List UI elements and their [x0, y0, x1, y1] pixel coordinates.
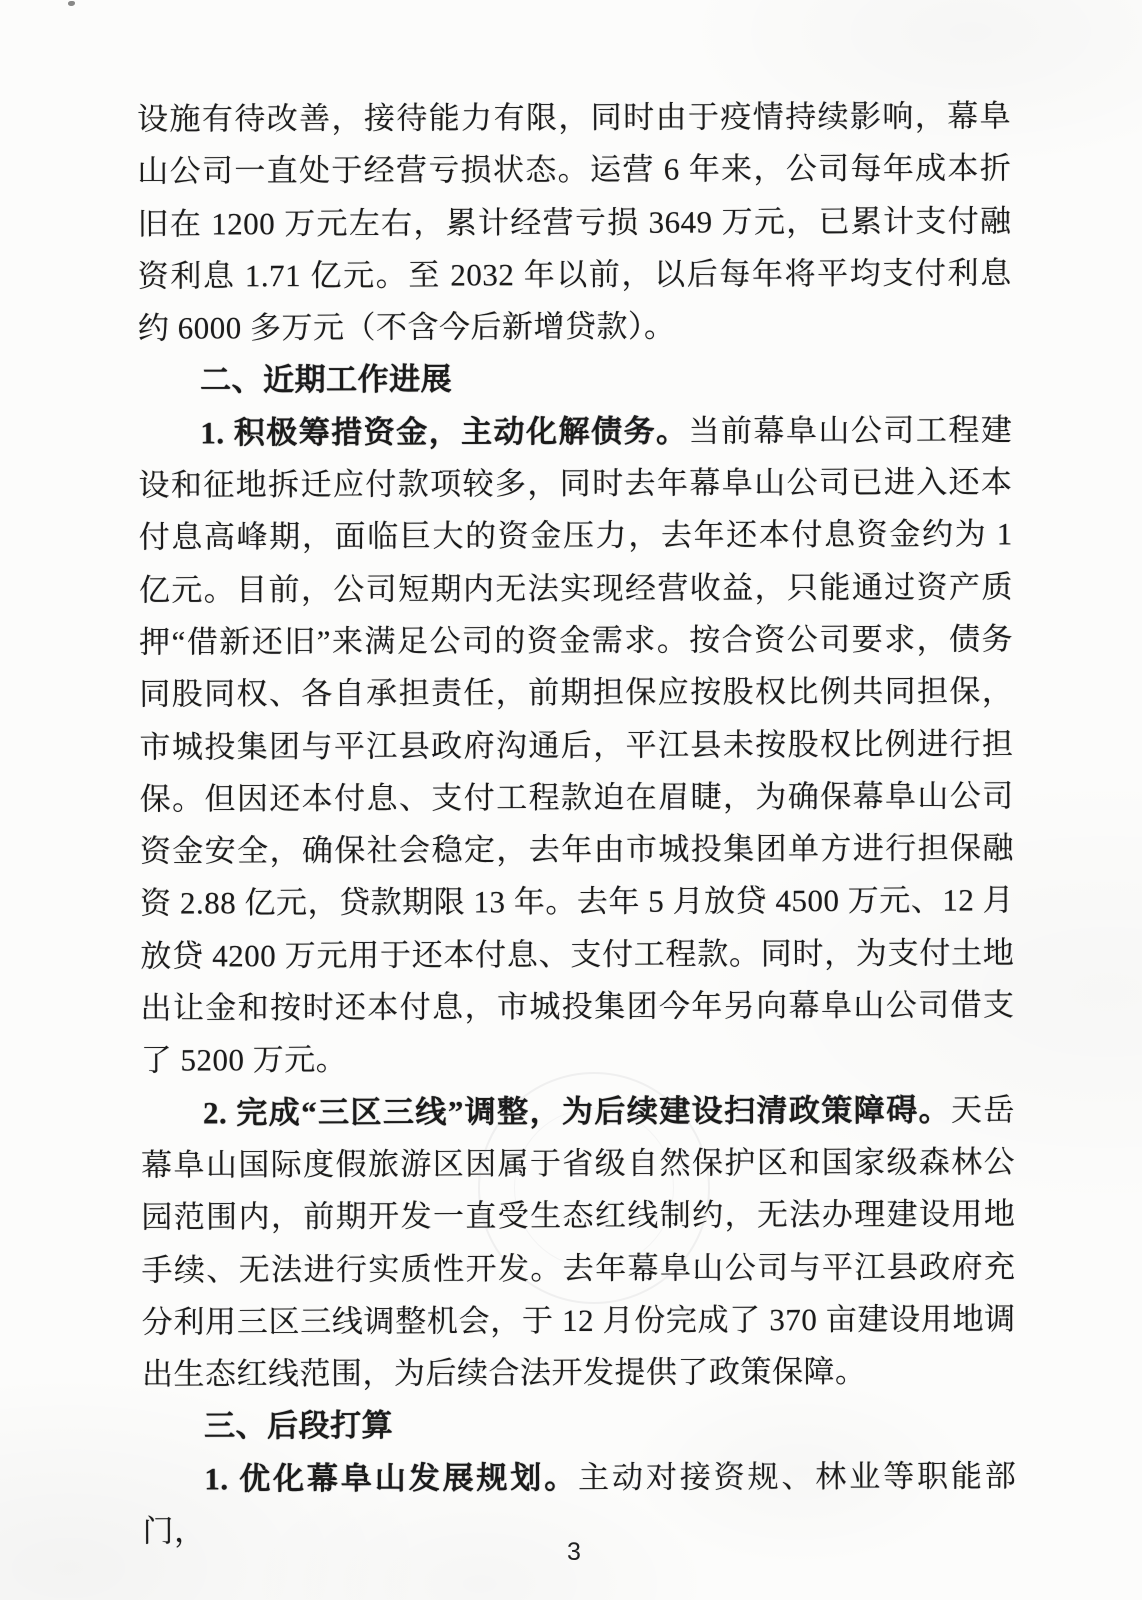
- heading-recent-progress: [138, 352, 1012, 408]
- paragraph-text: 主动对接资规、林业等职能部门，: [142, 1458, 1017, 1549]
- heading-text: 二、近期工作进展: [200, 361, 453, 398]
- scan-speck: [68, 1, 75, 6]
- paragraph-lead-bold: 1. 优化幕阜山发展规划。: [204, 1459, 579, 1497]
- document-body: [137, 90, 1017, 1558]
- heading-next-steps: [142, 1398, 1016, 1454]
- paragraph-text: 设施有待改善，接待能力有限，同时由于疫情持续影响，幕阜山公司一直处于经营亏损状态。运营 6 年来，公司每年成本折旧在 1200 万元左右，累计经营亏损 3649 万元，已累计支付融资利息 1.71 亿元。至 2032 年以前，以后每年将平均支付利息约 6000 多万元（不含今后新增贷款）。: [137, 98, 1012, 346]
- paragraph-lead-bold: 1. 积极筹措资金，主动化解债务。: [200, 413, 689, 451]
- heading-text: 三、后段打算: [204, 1408, 394, 1444]
- page-number: 3: [567, 1538, 581, 1566]
- paragraph-funding-and-debt: [138, 404, 1015, 1087]
- paragraph-lead-bold: 2. 完成“三区三线”调整，为后续建设扫清政策障碍。: [202, 1092, 952, 1131]
- paragraph-text: 当前幕阜山公司工程建设和征地拆迁应付款项较多，同时去年幕阜山公司已进入还本付息高峰期，面临巨大的资金压力，去年还本付息资金约为 1 亿元。目前，公司短期内无法实现经营收益，只能通过资产质押“借新还旧”来满足公司的资金需求。按合资公司要求，债务同股同权、各自承担责任，前期担保应按股权比例共同担保，市城投集团与平江县政府沟通后，平江县未按股权比例进行担保。但因还本付息、支付工程款迫在眉睫，为确保幕阜山公司资金安全，确保社会稳定，去年由市城投集团单方进行担保融资 2.88 亿元，贷款期限 13 年。去年 5 月放贷 4500 万元、12 月放贷 4200 万元用于还本付息、支付工程款。同时，为支付土地出让金和按时还本付息，市城投集团今年另向幕阜山公司借支了 5200 万元。: [138, 412, 1015, 1079]
- paragraph-operating-loss: [137, 90, 1012, 355]
- paragraph-text: 天岳幕阜山国际度假旅游区因属于省级自然保护区和国家级森林公园范围内，前期开发一直受生态红线制约，无法办理建设用地手续、无法进行实质性开发。去年幕阜山公司与平江县政府充分利用三区三线调整机会，于 12 月份完成了 370 亩建设用地调出生态红线范围，为后续合法开发提供了政策保障。: [141, 1091, 1016, 1392]
- paragraph-three-zones-three-lines: [141, 1084, 1016, 1401]
